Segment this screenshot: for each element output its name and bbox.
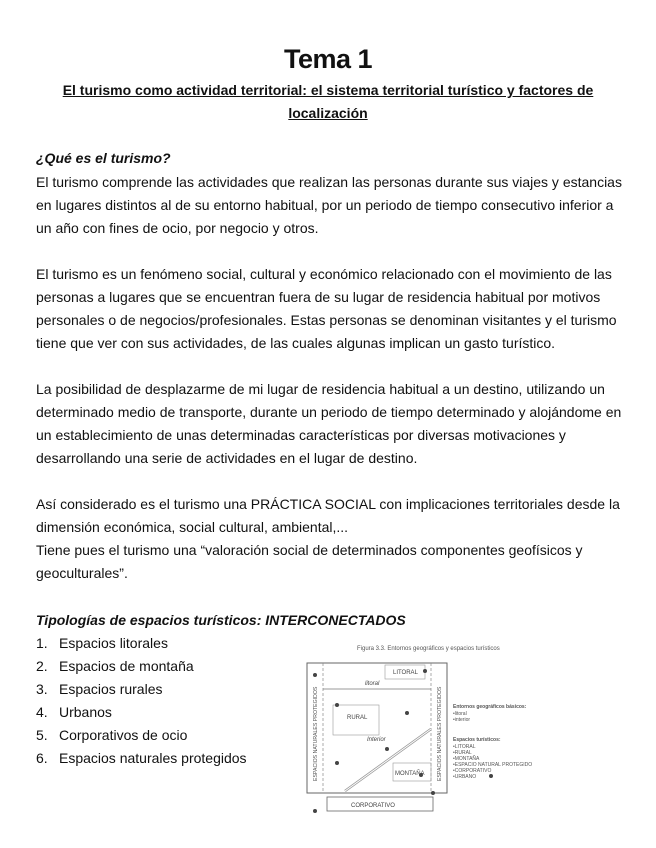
list-item: 3. Espacios rurales bbox=[36, 681, 163, 697]
tourism-spaces-figure bbox=[305, 641, 590, 819]
legend-item: •CORPORATIVO bbox=[453, 768, 492, 774]
figure-diagram bbox=[305, 641, 590, 819]
legend-item: •URBANO bbox=[453, 774, 477, 780]
typologies-list bbox=[36, 632, 247, 770]
zone-label-rural: RURAL bbox=[347, 715, 368, 721]
page-title: Tema 1 bbox=[283, 44, 373, 74]
page-subtitle: El turismo como actividad territorial: el sistema territorial turístico y factores de localización bbox=[62, 82, 594, 121]
legend-title-environments: Entornos geográficos básicos: bbox=[453, 704, 527, 710]
legend-title-spaces: Espacios turísticos: bbox=[453, 737, 501, 743]
legend-item: •ESPACIO NATURAL PROTEGIDO bbox=[453, 762, 533, 768]
zone-label-interior: Interior bbox=[367, 737, 386, 743]
list-item: 5. Corporativos de ocio bbox=[36, 727, 188, 743]
paragraph-definition: El turismo comprende las actividades que realizan las personas durante sus viajes y estancias en lugares distintos al de su entorno habitual, por un periodo de tiempo consecutivo inferior a un año con fines de ocio, por negocio y otros. bbox=[36, 174, 622, 236]
zone-label-montana: MONTAÑA bbox=[395, 771, 425, 777]
zone-label-corporativo: CORPORATIVO bbox=[351, 803, 395, 809]
legend-item: •LITORAL bbox=[453, 744, 476, 750]
legend-item: •litoral bbox=[453, 711, 467, 717]
question-heading: ¿Qué es el turismo? bbox=[36, 150, 171, 166]
paragraph-social-practice: Así considerado es el turismo una PRÁCTICA SOCIAL con implicaciones territoriales desde la dimensión económica, social cultural, ambiental,... bbox=[36, 496, 620, 535]
legend-item: •RURAL bbox=[453, 750, 472, 756]
side-label-left: ESPACIOS NATURALES PROTEGIDOS bbox=[313, 686, 319, 781]
side-label-right: ESPACIOS NATURALES PROTEGIDOS bbox=[437, 686, 443, 781]
list-item: 4. Urbanos bbox=[36, 704, 112, 720]
list-item: 2. Espacios de montaña bbox=[36, 658, 194, 674]
paragraph-valuation: Tiene pues el turismo una “valoración social de determinados componentes geofísicos y geoculturales”. bbox=[36, 542, 583, 581]
legend-item: •interior bbox=[453, 717, 471, 723]
list-item: 1. Espacios litorales bbox=[36, 635, 168, 651]
figure-caption: Figura 3.3. Entornos geográficos y espacios turísticos bbox=[357, 646, 500, 652]
paragraph-possibility: La posibilidad de desplazarme de mi lugar de residencia habitual a un destino, utilizando un determinado medio de transporte, durante un periodo de tiempo determinado y alojándome en un establecimiento de unas determinadas características por diversas motivaciones y desarrollando una serie de actividades en el lugar de destino. bbox=[36, 381, 622, 466]
legend-item: •MONTAÑA bbox=[453, 756, 480, 762]
zone-label-litoral: LITORAL bbox=[393, 670, 418, 676]
list-item: 6. Espacios naturales protegidos bbox=[36, 750, 247, 766]
typologies-heading: Tipologías de espacios turísticos: INTERCONECTADOS bbox=[36, 612, 406, 628]
paragraph-phenomenon: El turismo es un fenómeno social, cultural y económico relacionado con el movimiento de las personas a lugares que se encuentran fuera de su lugar de residencia habitual por motivos personales o de negocios/profesionales. Estas personas se denominan visitantes y el turismo tiene que ver con sus actividades, de las cuales algunas implican un gasto turístico. bbox=[36, 266, 617, 351]
zone-label-litoral-sub: litoral bbox=[365, 681, 380, 687]
